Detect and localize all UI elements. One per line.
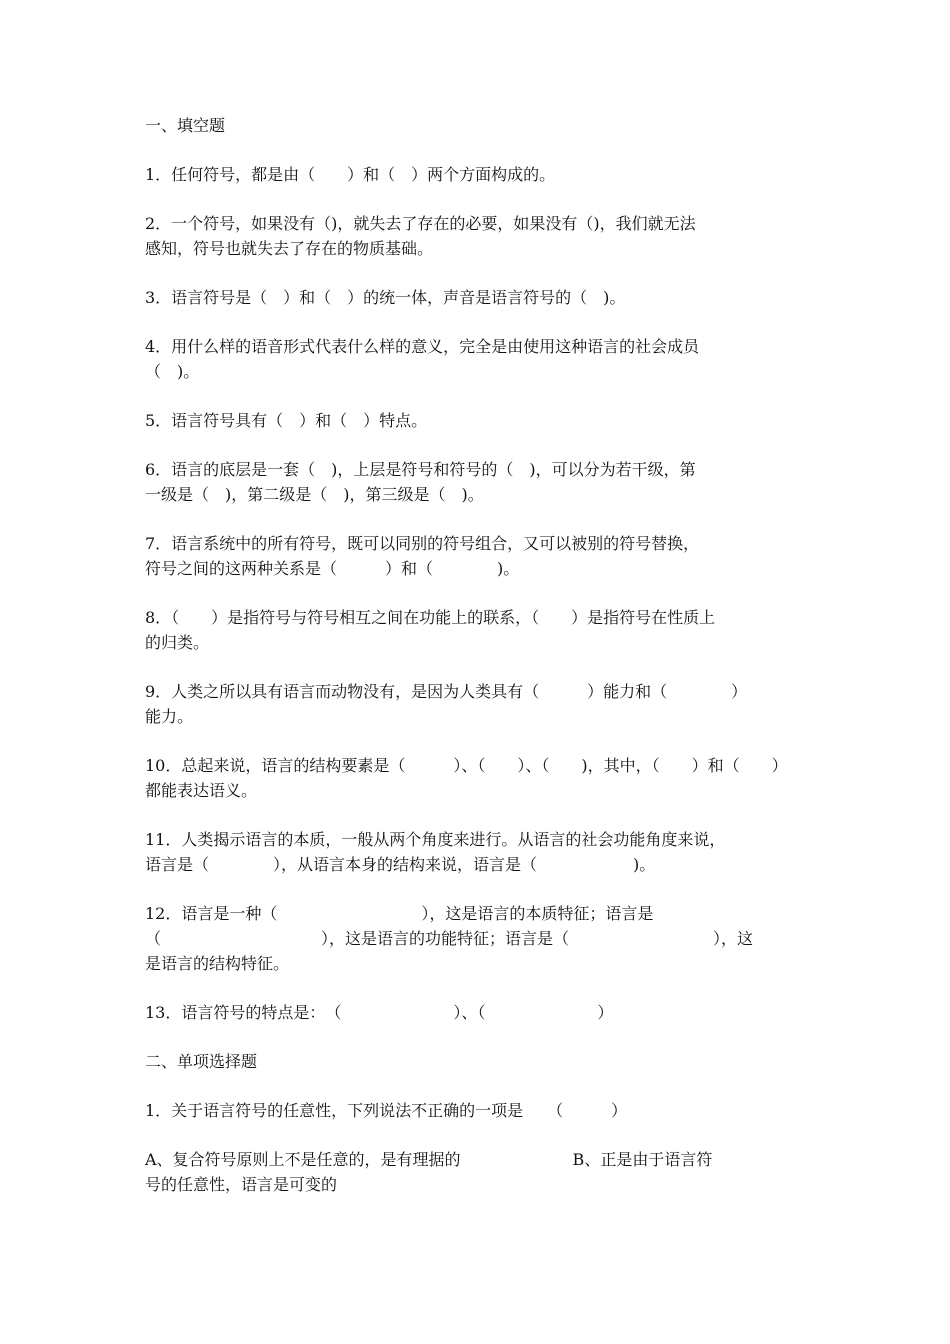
question-line: 2．一个符号，如果没有（)，就失去了存在的必要，如果没有（)，我们就无法 <box>145 214 696 233</box>
question-line: 是语言的结构特征。 <box>145 954 290 973</box>
section-title-fill-blank: 一、填空题 <box>145 116 226 135</box>
question-6 <box>145 457 808 507</box>
question-line: 3．语言符号是（ ）和（ ）的统一体，声音是语言符号的（ )。 <box>145 288 626 307</box>
question-line: 13．语言符号的特点是： （ ）、（ ） <box>145 1003 614 1022</box>
question-13 <box>145 1000 808 1025</box>
question-line: 12．语言是一种（ ），这是语言的本质特征；语言是 <box>145 904 654 923</box>
question-line: 5．语言符号具有（ ）和（ ）特点。 <box>145 411 428 430</box>
question-line: 1．关于语言符号的任意性，下列说法不正确的一项是 （ ） <box>145 1101 628 1120</box>
question-10 <box>145 753 808 803</box>
question-3 <box>145 285 808 310</box>
question-line: 能力。 <box>145 707 194 726</box>
choice-question-1 <box>145 1098 808 1123</box>
question-line: 符号之间的这两种关系是（ ）和（ )。 <box>145 559 520 578</box>
question-line: 一级是（ )，第二级是（ )，第三级是（ )。 <box>145 485 484 504</box>
document-page <box>145 113 808 1197</box>
choice-options <box>145 1147 808 1197</box>
option-line: 号的任意性，语言是可变的 <box>145 1175 338 1194</box>
question-line: 9．人类之所以具有语言而动物没有，是因为人类具有（ ）能力和（ ） <box>145 682 748 701</box>
question-2 <box>145 211 808 261</box>
question-line: 7．语言系统中的所有符号，既可以同别的符号组合，又可以被别的符号替换， <box>145 534 700 553</box>
option-line: A、复合符号原则上不是任意的，是有理据的 B、正是由于语言符 <box>145 1150 713 1169</box>
question-8 <box>145 605 808 655</box>
question-5 <box>145 408 808 433</box>
question-line: 4．用什么样的语音形式代表什么样的意义，完全是由使用这种语言的社会成员 <box>145 337 700 356</box>
question-11 <box>145 827 808 877</box>
section-title-single-choice: 二、单项选择题 <box>145 1052 258 1071</box>
question-line: 感知，符号也就失去了存在的物质基础。 <box>145 239 434 258</box>
question-line: 的归类。 <box>145 633 210 652</box>
question-12 <box>145 901 808 976</box>
question-line: （ )。 <box>145 362 200 381</box>
question-line: （ ），这是语言的功能特征；语言是（ ），这 <box>145 929 754 948</box>
question-9 <box>145 679 808 729</box>
question-line: 10．总起来说，语言的结构要素是（ ）、（ ）、（ )，其中，（ ）和（ ） <box>145 756 788 775</box>
question-line: 语言是（ ），从语言本身的结构来说，语言是（ )。 <box>145 855 656 874</box>
question-7 <box>145 531 808 581</box>
question-line: 8．（ ）是指符号与符号相互之间在功能上的联系，（ ）是指符号在性质上 <box>145 608 716 627</box>
question-line: 都能表达语义。 <box>145 781 258 800</box>
question-1 <box>145 162 808 187</box>
question-line: 11．人类揭示语言的本质，一般从两个角度来进行。从语言的社会功能角度来说， <box>145 830 726 849</box>
question-line: 1．任何符号，都是由（ ）和（ ）两个方面构成的。 <box>145 165 556 184</box>
question-4 <box>145 334 808 384</box>
question-line: 6．语言的底层是一套（ )，上层是符号和符号的（ )，可以分为若干级，第 <box>145 460 696 479</box>
